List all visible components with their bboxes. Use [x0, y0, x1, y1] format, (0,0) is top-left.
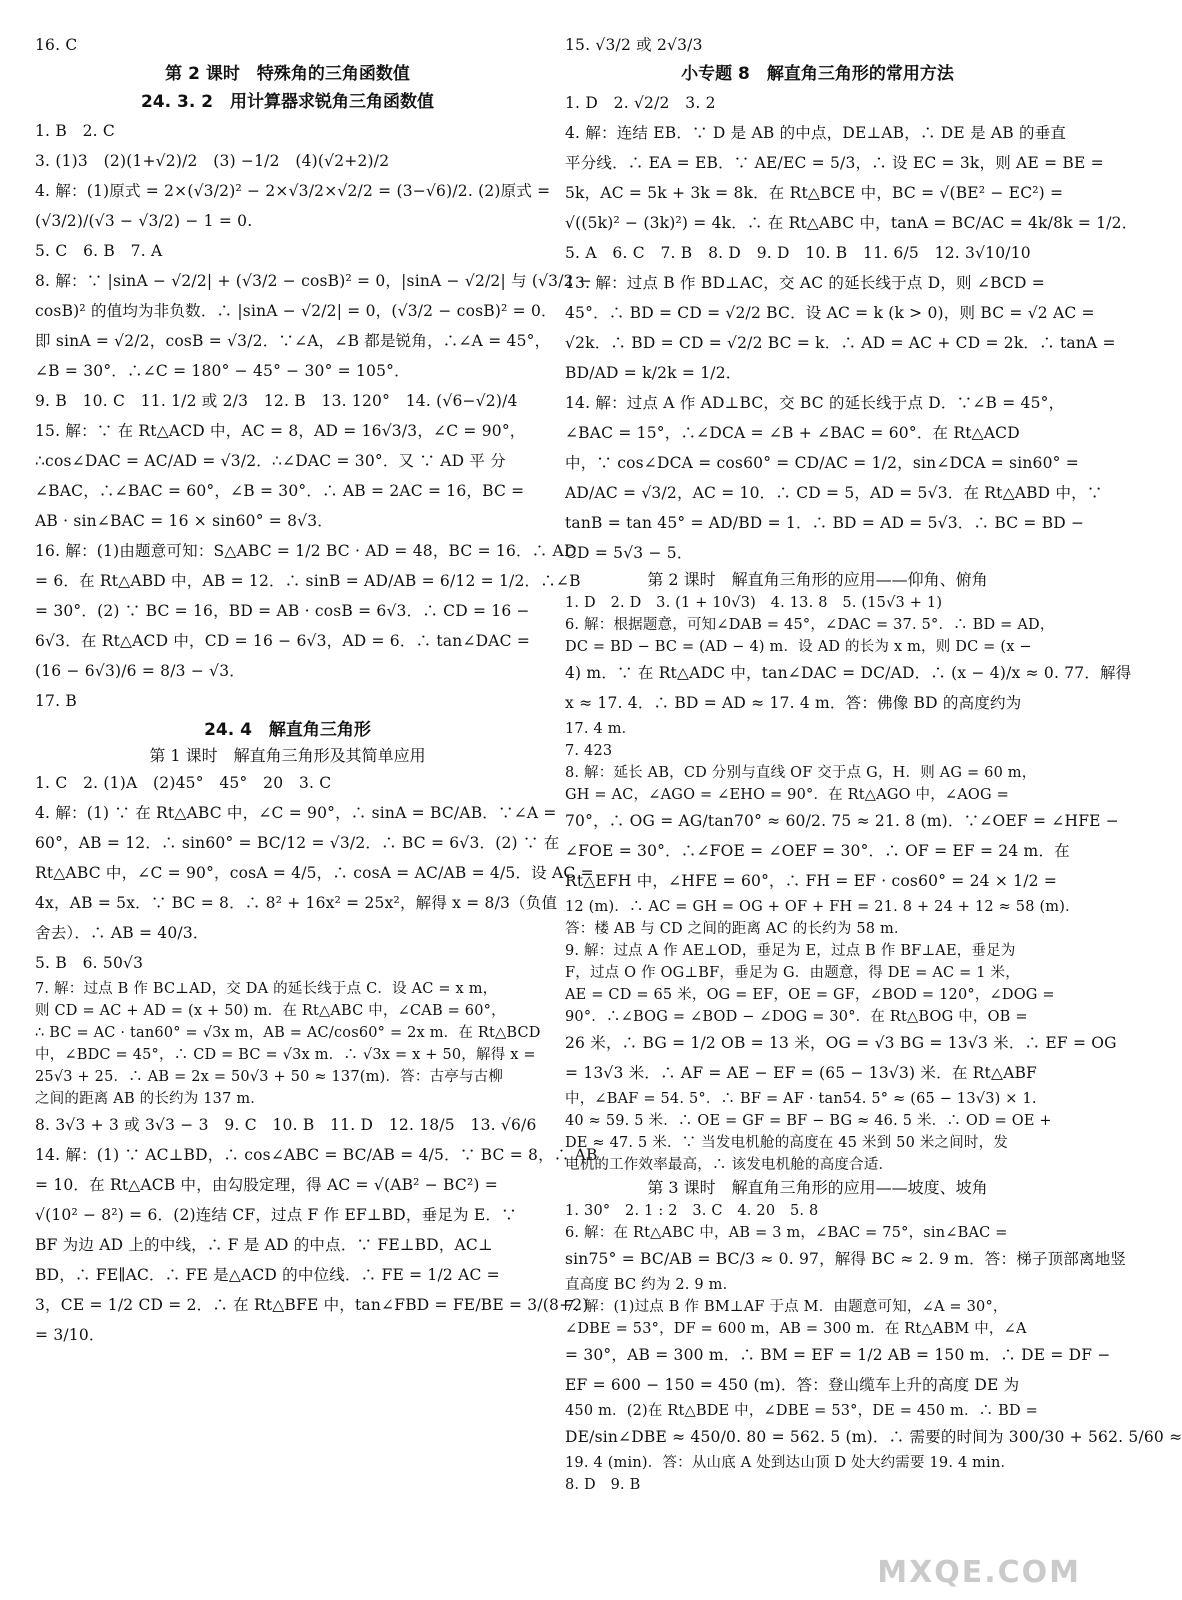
left-answer-line: 1. C 2. (1)A (2)45° 45° 20 3. C	[35, 774, 332, 792]
right-answer-line: ∠FOE = 30°．∴∠FOE = ∠OEF = 30°．∴ OF = EF = 24 m．在	[565, 842, 1070, 860]
right-answer-line: 电机的工作效率最高，∴ 该发电机舱的高度合适．	[565, 1157, 894, 1173]
right-answer-line: 450 m．(2)在 Rt△BDE 中，∠DBE = 53°，DE = 450 m．∴ BD =	[565, 1403, 1038, 1419]
right-answer-line: = 30°，AB = 300 m．∴ BM = EF = 1/2 AB = 150 m．∴ DE = DF −	[565, 1346, 1111, 1364]
right-answer-line: 1. D 2. √2/2 3. 2	[565, 94, 716, 112]
right-answer-line: √((5k)² − (3k)²) = 4k．∴ 在 Rt△ABC 中，tanA = BC/AC = 4k/8k = 1/2．	[565, 214, 1138, 232]
right-answer-line: 15. √3/2 或 2√3/3	[565, 36, 703, 54]
right-answer-line: 直高度 BC 约为 2. 9 m．	[565, 1277, 738, 1293]
left-answer-line: 舍去）．∴ AB = 40/3．	[35, 924, 209, 942]
left-heading: 24. 3. 2 用计算器求锐角三角函数值	[140, 92, 435, 112]
left-answer-line: 5. C 6. B 7. A	[35, 242, 163, 260]
left-answer-line: 14. 解：(1) ∵ AC⊥BD，∴ cos∠ABC = BC/AB = 4/5．∵ BC = 8，∴ AB	[35, 1146, 598, 1164]
left-answer-line: 则 CD = AC + AD = (x + 50) m．在 Rt△ABC 中，∠CAB = 60°，	[35, 1003, 506, 1019]
left-answer-line: 60°，AB = 12．∴ sin60° = BC/12 = √3/2．∴ BC = 6√3．(2) ∵ 在	[35, 834, 560, 852]
right-answer-line: 6. 解：根据题意，可知∠DAB = 45°，∠DAC = 37. 5°．∴ BD = AD，	[565, 617, 1055, 633]
right-answer-line: CD = 5√3 − 5．	[565, 544, 693, 562]
left-answer-line: 17. B	[35, 692, 77, 710]
right-answer-line: 7. 423	[565, 743, 613, 759]
left-answer-line: = 3/10．	[35, 1326, 105, 1344]
left-answer-line: 之间的距离 AB 的长约为 137 m．	[35, 1091, 265, 1107]
left-answer-line: 5. B 6. 50√3	[35, 954, 144, 972]
right-answer-line: 4) m．∵ 在 Rt△ADC 中，tan∠DAC = DC/AD．∴ (x − 4)/x ≈ 0. 77．解得	[565, 664, 1132, 682]
right-answer-line: BD/AD = k/2k = 1/2．	[565, 364, 742, 382]
left-answer-line: 即 sinA = √2/2，cosB = √3/2．∵∠A，∠B 都是锐角，∴∠A = 45°，	[35, 332, 551, 350]
right-answer-line: 1. 30° 2. 1 : 2 3. C 4. 20 5. 8	[565, 1203, 819, 1219]
right-column	[565, 30, 1182, 1496]
right-answer-line: 平分线．∴ EA = EB．∵ AE/EC = 5/3，∴ 设 EC = 3k，则 AE = BE =	[565, 154, 1104, 172]
left-heading: 第 2 课时 特殊角的三角函数值	[165, 64, 410, 84]
right-answer-line: EF = 600 − 150 = 450 (m)．答：登山缆车上升的高度 DE 为	[565, 1376, 1020, 1394]
right-answer-line: ∠BAC = 15°，∴∠DCA = ∠B + ∠BAC = 60°．在 Rt△ACD	[565, 424, 1020, 442]
left-answer-line: 8. 3√3 + 3 或 3√3 − 3 9. C 10. B 11. D 12. 18/5 13. √6/6	[35, 1116, 537, 1134]
left-answer-line: 中，∠BDC = 45°，∴ CD = BC = √3x m．∴ √3x = x + 50，解得 x =	[35, 1047, 536, 1063]
left-answer-line: 16. C	[35, 36, 78, 54]
left-answer-line: ∴cos∠DAC = AC/AD = √3/2．∴∠DAC = 30°．又 ∵ AD 平 分	[35, 452, 506, 470]
right-answer-line: DE/sin∠DBE ≈ 450/0. 80 = 562. 5 (m)．∴ 需要的时间为 300/30 + 562. 5/60 ≈	[565, 1428, 1182, 1446]
right-answer-line: DE ≈ 47. 5 米．∵ 当发电机舱的高度在 45 米到 50 米之间时，发	[565, 1135, 1009, 1151]
right-answer-line: 12 (m)．∴ AC = GH = OG + OF + FH = 21. 8 + 24 + 12 ≈ 58 (m)．	[565, 899, 1080, 915]
right-answer-line: tanB = tan 45° = AD/BD = 1．∴ BD = AD = 5√3．∴ BC = BD −	[565, 514, 1085, 532]
left-answer-line: = 30°．(2) ∵ BC = 16，BD = AB · cosB = 6√3．∴ CD = 16 −	[35, 602, 530, 620]
right-answer-line: GH = AC，∠AGO = ∠EHO = 90°．在 Rt△AGO 中，∠AOG =	[565, 787, 1009, 803]
right-answer-line: Rt△EFH 中，∠HFE = 60°，∴ FH = EF · cos60° = 24 × 1/2 =	[565, 872, 1058, 890]
right-answer-line: 5k，AC = 5k + 3k = 8k．在 Rt△BCE 中，BC = √(BE² − EC²) =	[565, 184, 1064, 202]
right-answer-line: 14. 解：过点 A 作 AD⊥BC，交 BC 的延长线于点 D．∵∠B = 45°，	[565, 394, 1065, 412]
left-answer-line: Rt△ABC 中，∠C = 90°，cosA = 4/5，∴ cosA = AC/AB = 4/5．设 AC =	[35, 864, 594, 882]
right-answer-line: 8. D 9. B	[565, 1477, 641, 1493]
right-answer-line: AD/AC = √3/2，AC = 10．∴ CD = 5，AD = 5√3．在 Rt△ABD 中，∵	[565, 484, 1103, 502]
right-answer-line: 1. D 2. D 3. (1 + 10√3) 4. 13. 8 5. (15√3 + 1)	[565, 595, 943, 611]
right-answer-line: 6. 解：在 Rt△ABC 中，AB = 3 m，∠BAC = 75°，sin∠BAC =	[565, 1225, 1008, 1241]
left-answer-line: (16 − 6√3)/6 = 8/3 − √3．	[35, 662, 246, 680]
right-answer-line: sin75° = BC/AB = BC/3 ≈ 0. 97，解得 BC ≈ 2. 9 m．答：梯子顶部离地竖	[565, 1250, 1127, 1268]
right-answer-line: 答：楼 AB 与 CD 之间的距离 AC 的长约为 58 m．	[565, 921, 909, 937]
left-answer-line: ∴ BC = AC · tan60° = √3x m，AB = AC/cos60° = 2x m．在 Rt△BCD	[35, 1025, 541, 1041]
left-answer-line: 7. 解：过点 B 作 BC⊥AD，交 DA 的延长线于点 C．设 AC = x m，	[35, 981, 498, 997]
right-answer-line: AE = CD = 65 米，OG = EF，OE = GF，∠BOD = 120°，∠DOG =	[565, 987, 1055, 1003]
left-heading: 24. 4 解直角三角形	[204, 720, 371, 740]
right-subheading: 第 2 课时 解直角三角形的应用——仰角、俯角	[647, 570, 988, 589]
left-answer-line: 15. 解：∵ 在 Rt△ACD 中，AC = 8，AD = 16√3/3，∠C = 90°，	[35, 422, 526, 440]
right-answer-line: 中，∠BAF = 54. 5°．∴ BF = AF · tan54. 5° ≈ (65 − 13√3) × 1.	[565, 1091, 1037, 1107]
left-answer-line: 4. 解：(1)原式 = 2×(√3/2)² − 2×√3/2×√2/2 = (3−√6)/2. (2)原式 =	[35, 182, 551, 200]
right-answer-line: F，过点 O 作 OG⊥BF，垂足为 G．由题意，得 DE = AC = 1 米，	[565, 965, 1020, 981]
right-answer-line: x ≈ 17. 4．∴ BD = AD ≈ 17. 4 m．答：佛像 BD 的高度约为	[565, 694, 1022, 712]
right-answer-line: ∠DBE = 53°，DF = 600 m，AB = 300 m．在 Rt△ABM 中，∠A	[565, 1321, 1027, 1337]
right-answer-line: = 13√3 米．∴ AF = AE − EF = (65 − 13√3) 米．在 Rt△ABF	[565, 1064, 1038, 1082]
left-answer-line: 25√3 + 25．∴ AB = 2x = 50√3 + 50 ≈ 137(m)．答：古亭与古柳	[35, 1069, 504, 1085]
watermark-logo: MXQE.COM	[877, 1555, 1081, 1590]
left-answer-line: ∠B = 30°．∴∠C = 180° − 45° − 30° = 105°．	[35, 362, 410, 380]
left-answer-line: AB · sin∠BAC = 16 × sin60° = 8√3．	[35, 512, 334, 530]
left-answer-line: = 6．在 Rt△ABD 中，AB = 12．∴ sinB = AD/AB = 6/12 = 1/2．∴∠B	[35, 572, 581, 590]
right-answer-line: 26 米，∴ BG = 1/2 OB = 13 米，OG = √3 BG = 13√3 米．∴ EF = OG	[565, 1034, 1117, 1052]
left-answer-line: 4x，AB = 5x．∵ BC = 8．∴ 8² + 16x² = 25x²，解得 x = 8/3（负值	[35, 894, 558, 912]
left-answer-line: 9. B 10. C 11. 1/2 或 2/3 12. B 13. 120° 14. (√6−√2)/4	[35, 392, 518, 410]
left-answer-line: BF 为边 AD 上的中线，∴ F 是 AD 的中点．∵ FE⊥BD，AC⊥	[35, 1236, 493, 1254]
right-answer-line: 90°．∴∠BOG = ∠BOD − ∠DOG = 30°．在 Rt△BOG 中，OB =	[565, 1009, 1028, 1025]
left-answer-line: 4. 解：(1) ∵ 在 Rt△ABC 中，∠C = 90°，∴ sinA = BC/AB．∵∠A =	[35, 804, 557, 822]
left-answer-line: = 10．在 Rt△ACB 中，由勾股定理，得 AC = √(AB² − BC²) =	[35, 1176, 498, 1194]
left-answer-line: 8. 解：∵ |sinA − √2/2| + (√3/2 − cosB)² = 0，|sinA − √2/2| 与 (√3/2 −	[35, 272, 593, 290]
left-answer-line: 3. (1)3 (2)(1+√2)/2 (3) −1/2 (4)(√2+2)/2	[35, 152, 390, 170]
right-answer-line: 7. 解：(1)过点 B 作 BM⊥AF 于点 M．由题意可知，∠A = 30°，	[565, 1299, 1008, 1315]
right-answer-line: DC = BD − BC = (AD − 4) m．设 AD 的长为 x m，则 DC = (x −	[565, 639, 1032, 655]
right-answer-line: 70°，∴ OG = AG/tan70° ≈ 60/2. 75 ≈ 21. 8 (m)．∵∠OEF = ∠HFE −	[565, 812, 1119, 830]
right-answer-line: √2k．∴ BD = CD = √2/2 BC = k．∴ AD = AC + CD = 2k．∴ tanA =	[565, 334, 1116, 352]
left-answer-line: ∠BAC，∴∠BAC = 60°，∠B = 30°．∴ AB = 2AC = 16，BC =	[35, 482, 525, 500]
right-answer-line: 中，∵ cos∠DCA = cos60° = CD/AC = 1/2，sin∠DCA = sin60° =	[565, 454, 1079, 472]
left-answer-line: 3，CE = 1/2 CD = 2．∴ 在 Rt△BFE 中，tan∠FBD = FE/BE = 3/(8+2)	[35, 1296, 589, 1314]
right-answer-line: 9. 解：过点 A 作 AE⊥OD，垂足为 E，过点 B 作 BF⊥AE，垂足为	[565, 943, 1016, 959]
left-answer-line: 16. 解：(1)由题意可知：S△ABC = 1/2 BC · AD = 48，BC = 16．∴ AD	[35, 542, 577, 560]
left-subheading: 第 1 课时 解直角三角形及其简单应用	[149, 746, 426, 765]
left-answer-line: √(10² − 8²) = 6．(2)连结 CF，过点 F 作 EF⊥BD，垂足为 E．∵	[35, 1206, 517, 1224]
left-answer-line: 1. B 2. C	[35, 122, 115, 140]
right-answer-line: 4. 解：连结 EB．∵ D 是 AB 的中点，DE⊥AB，∴ DE 是 AB 的垂直	[565, 124, 1067, 142]
right-heading: 小专题 8 解直角三角形的常用方法	[681, 64, 954, 84]
left-answer-line: (√3/2)/(√3 − √3/2) − 1 = 0.	[35, 212, 253, 230]
left-answer-line: cosB)² 的值均为非负数．∴ |sinA − √2/2| = 0，(√3/2 − cosB)² = 0．	[35, 302, 557, 320]
right-answer-line: 45°．∴ BD = CD = √2/2 BC．设 AC = k (k > 0)，则 BC = √2 AC =	[565, 304, 1095, 322]
right-answer-line: 40 ≈ 59. 5 米．∴ OE = GF = BF − BG ≈ 46. 5 米．∴ OD = OE +	[565, 1113, 1052, 1129]
left-answer-line: BD，∴ FE∥AC．∴ FE 是△ACD 的中位线．∴ FE = 1/2 AC =	[35, 1266, 500, 1284]
right-answer-line: 19. 4 (min)．答：从山底 A 处到达山顶 D 处大约需要 19. 4 min．	[565, 1455, 1016, 1471]
right-answer-line: 5. A 6. C 7. B 8. D 9. D 10. B 11. 6/5 12. 3√10/10	[565, 244, 1031, 262]
right-subheading: 第 3 课时 解直角三角形的应用——坡度、坡角	[647, 1178, 988, 1197]
right-answer-line: 17. 4 m．	[565, 721, 637, 737]
left-answer-line: 6√3．在 Rt△ACD 中，CD = 16 − 6√3，AD = 6．∴ tan∠DAC =	[35, 632, 531, 650]
right-answer-line: 8. 解：延长 AB，CD 分别与直线 OF 交于点 G，H．则 AG = 60 m，	[565, 765, 1037, 781]
right-answer-line: 13. 解：过点 B 作 BD⊥AC，交 AC 的延长线于点 D，则 ∠BCD =	[565, 274, 1045, 292]
